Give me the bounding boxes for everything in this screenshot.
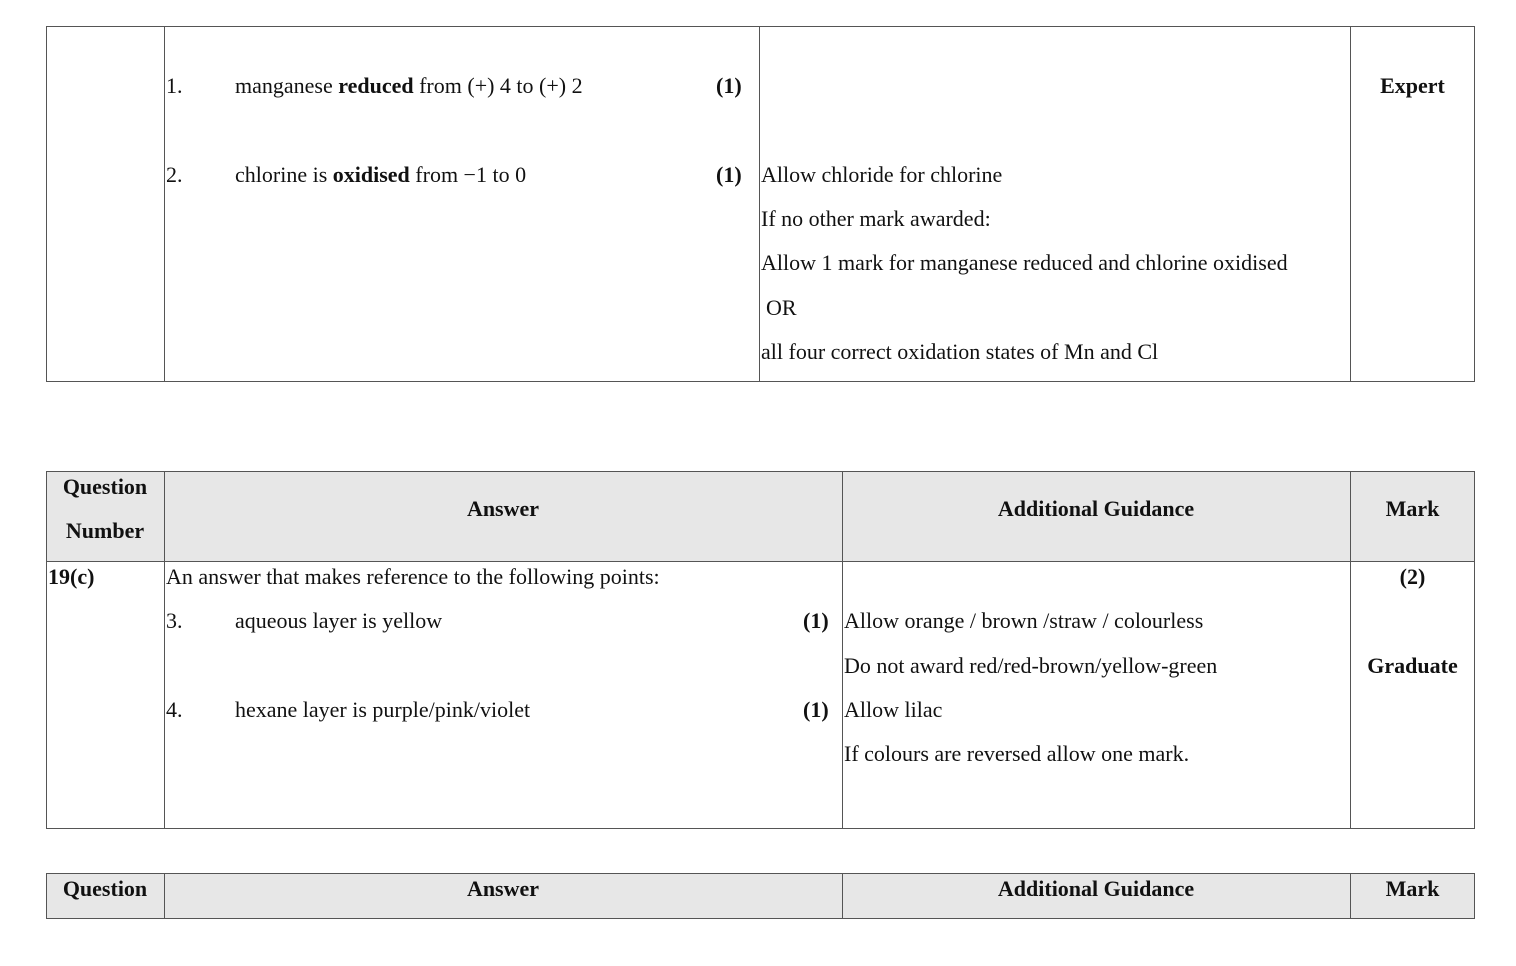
question-cell [46,26,164,382]
guidance-line: If colours are reversed allow one mark. [844,741,1190,766]
header-question: Question [62,876,148,901]
guidance-line: OR [766,295,797,320]
answer-text-post: from (+) 4 to (+) 2 [413,73,583,98]
guidance-line: Do not award red/red-brown/yellow-green [844,653,1218,678]
total-mark: (2) [1399,564,1426,589]
point-number: 3. [166,608,183,633]
header-answer: Answer [466,876,540,901]
header-number: Number [65,518,145,543]
header-mark: Mark [1385,876,1440,901]
answer-intro: An answer that makes reference to the following points: [166,564,660,589]
guidance-line: Allow chloride for chlorine [761,162,1003,187]
guidance-line: Allow 1 mark for manganese reduced and chlorine oxidised [761,250,1288,275]
answer-point [235,73,583,99]
point-mark: (1) [716,73,742,98]
skill-level: Expert [1380,73,1445,98]
header-question: Question [62,474,148,499]
guidance-line: Allow lilac [844,697,943,722]
question-cell [46,561,164,829]
answer-point [235,162,526,188]
answer-cell [164,561,842,829]
answer-keyword: reduced [338,73,414,98]
mark-cell [1350,561,1475,829]
answer-text-pre: chlorine is [235,162,333,187]
point-number: 4. [166,697,183,722]
point-mark: (1) [716,162,742,187]
answer-text-post: from −1 to 0 [409,162,527,187]
point-mark: (1) [803,608,829,633]
answer-keyword: oxidised [332,162,410,187]
header-guidance: Additional Guidance [997,496,1195,521]
point-number: 2. [166,162,183,187]
header-mark: Mark [1385,496,1440,521]
header-guidance: Additional Guidance [997,876,1195,901]
header-answer: Answer [466,496,540,521]
skill-level: Graduate [1367,653,1458,678]
point-number: 1. [166,73,183,98]
question-number: 19(c) [48,564,95,589]
answer-point: aqueous layer is yellow [235,608,443,633]
guidance-line: Allow orange / brown /straw / colourless [844,608,1204,633]
guidance-line: all four correct oxidation states of Mn and Cl [761,339,1159,364]
guidance-cell [842,561,1350,829]
guidance-cell [759,26,1350,382]
answer-text-pre: manganese [235,73,339,98]
answer-point: hexane layer is purple/pink/violet [235,697,531,722]
guidance-line: If no other mark awarded: [761,206,991,231]
point-mark: (1) [803,697,829,722]
